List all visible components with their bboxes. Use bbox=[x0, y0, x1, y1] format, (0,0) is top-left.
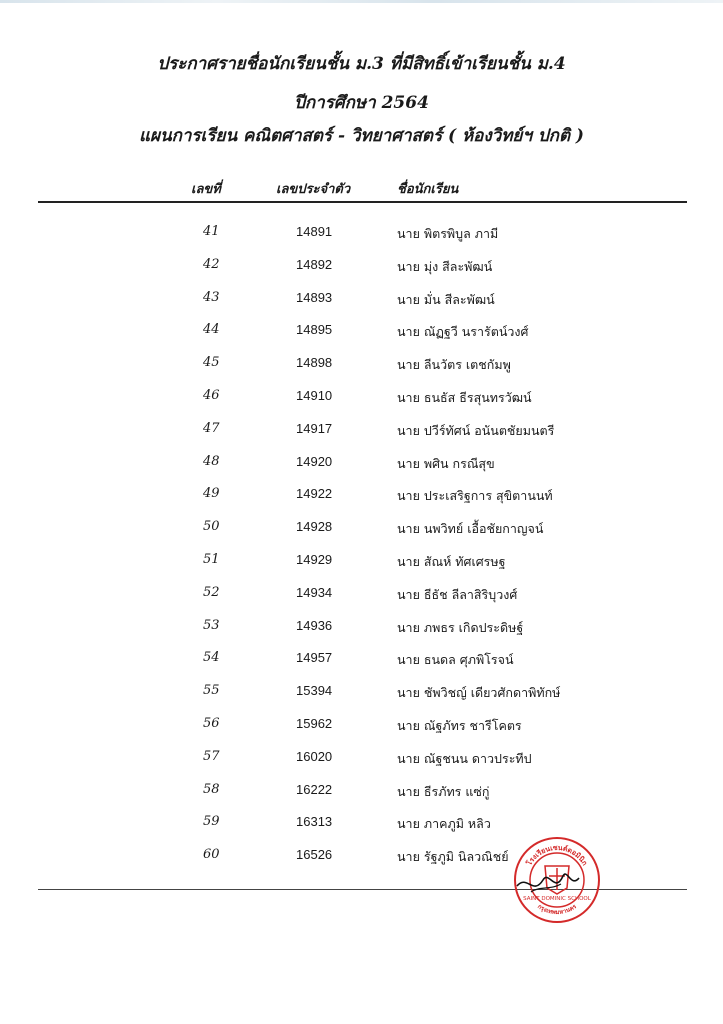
student-row bbox=[0, 482, 723, 515]
student-name: นาย ชัพวิชญ์ เดียวศักดาพิทักษ์ bbox=[397, 685, 561, 701]
student-id: 14920 bbox=[296, 453, 333, 469]
header-divider bbox=[38, 201, 687, 203]
student-id: 14891 bbox=[296, 224, 333, 239]
student-name: นาย ณัฏฐวี นรารัตน์วงศ์ bbox=[397, 324, 529, 340]
student-name: นาย ณัฐชนน ดาวประทีป bbox=[397, 750, 532, 766]
student-number: 57 bbox=[203, 748, 220, 764]
student-name: นาย พิตรพิบูล ภามี bbox=[397, 226, 499, 241]
student-number: 41 bbox=[203, 224, 220, 239]
student-id: 14928 bbox=[296, 519, 333, 535]
student-row bbox=[0, 318, 723, 351]
student-row bbox=[0, 286, 723, 319]
column-header-student-id: เลขประจำตัว bbox=[276, 182, 351, 197]
student-id: 16526 bbox=[296, 847, 333, 863]
student-row bbox=[0, 515, 723, 548]
student-number: 43 bbox=[203, 289, 220, 305]
student-row bbox=[0, 220, 723, 253]
student-number: 44 bbox=[203, 322, 220, 338]
student-id: 14893 bbox=[296, 289, 333, 305]
student-id: 14929 bbox=[296, 551, 333, 567]
student-name: นาย ภาคภูมิ หลิว bbox=[397, 816, 491, 832]
student-row bbox=[0, 450, 723, 483]
student-id: 15394 bbox=[296, 683, 333, 699]
student-row bbox=[0, 384, 723, 417]
student-row bbox=[0, 253, 723, 286]
student-number: 55 bbox=[203, 683, 220, 699]
column-header-name: ชื่อนักเรียน bbox=[397, 182, 459, 197]
scan-edge bbox=[0, 0, 723, 3]
student-number: 42 bbox=[203, 256, 220, 272]
student-id: 16222 bbox=[296, 781, 333, 797]
student-name: นาย ธนดล ศุภพิโรจน์ bbox=[397, 652, 514, 668]
student-number: 45 bbox=[203, 355, 220, 371]
school-seal-stamp-icon bbox=[513, 836, 601, 924]
document-title: ประกาศรายชื่อนักเรียนชั้น ม.3 ที่มีสิทธิ์เข้าเรียนชั้น ม.4 bbox=[157, 54, 566, 74]
student-id: 16020 bbox=[296, 748, 333, 764]
student-name: นาย ธีรภัทร แซ่กู่ bbox=[397, 783, 490, 799]
student-name: นาย ประเสริฐการ สุขิตานนท์ bbox=[397, 488, 553, 504]
student-name: นาย สัณห์ ทัศเศรษฐ bbox=[397, 553, 506, 569]
student-name: นาย มุ่ง สีละพัฒน์ bbox=[397, 258, 493, 274]
student-id: 14957 bbox=[296, 650, 333, 666]
student-id: 14934 bbox=[296, 584, 333, 600]
student-name: นาย พศิน กรณีสุข bbox=[397, 455, 495, 471]
student-row bbox=[0, 581, 723, 614]
student-name: นาย มั่น สีละพัฒน์ bbox=[397, 291, 495, 307]
student-number: 50 bbox=[203, 519, 220, 535]
student-id: 14917 bbox=[296, 420, 333, 436]
student-id: 15962 bbox=[296, 715, 333, 731]
student-name: นาย ลีนวัตร เตชกัมพู bbox=[397, 357, 511, 373]
student-id: 14910 bbox=[296, 387, 333, 403]
study-program: แผนการเรียน คณิตศาสตร์ - วิทยาศาสตร์ ( ห้องวิทย์ฯ ปกติ ) bbox=[139, 126, 584, 146]
column-header-number: เลขที่ bbox=[191, 182, 221, 197]
student-name: นาย ปวีร์ทัศน์ อนันตชัยมนตรี bbox=[397, 422, 555, 438]
stamp-text-top: โรงเรียนเซนต์ดอมินิก bbox=[525, 843, 589, 868]
stamp-text-en: SAINT DOMINIC SCHOOL bbox=[523, 896, 591, 902]
student-id: 16313 bbox=[296, 814, 333, 830]
student-id: 14922 bbox=[296, 486, 333, 502]
student-id: 14892 bbox=[296, 256, 333, 272]
student-row bbox=[0, 810, 723, 843]
student-row bbox=[0, 745, 723, 778]
student-row bbox=[0, 712, 723, 745]
student-name: นาย รัฐภูมิ นิลวณิชย์ bbox=[397, 849, 509, 865]
student-name: นาย ธนธัส ธีรสุนทรวัฒน์ bbox=[397, 389, 532, 405]
student-number: 46 bbox=[203, 387, 220, 403]
student-row bbox=[0, 843, 723, 876]
student-list bbox=[0, 220, 723, 876]
student-name: นาย ณัฐภัทร ชารีโคตร bbox=[397, 717, 522, 733]
student-row bbox=[0, 646, 723, 679]
student-id: 14895 bbox=[296, 322, 333, 338]
academic-year: ปีการศึกษา 2564 bbox=[294, 93, 429, 113]
student-row bbox=[0, 548, 723, 581]
student-row bbox=[0, 351, 723, 384]
student-number: 54 bbox=[203, 650, 220, 666]
svg-text:กรุงเทพมหานคร bbox=[536, 903, 578, 916]
student-name: นาย นพวิทย์ เอื้อชัยกาญจน์ bbox=[397, 521, 544, 537]
stamp-text-bottom: กรุงเทพมหานคร bbox=[536, 903, 578, 917]
student-id: 14936 bbox=[296, 617, 333, 633]
student-number: 59 bbox=[203, 814, 220, 830]
student-row bbox=[0, 679, 723, 712]
student-number: 58 bbox=[203, 781, 220, 797]
student-number: 60 bbox=[203, 847, 220, 863]
student-number: 49 bbox=[203, 486, 220, 502]
student-number: 53 bbox=[203, 617, 220, 633]
student-row bbox=[0, 778, 723, 811]
student-name: นาย ภพธร เกิดประดิษฐ์ bbox=[397, 619, 524, 635]
student-number: 51 bbox=[203, 551, 220, 567]
student-row bbox=[0, 614, 723, 647]
student-number: 47 bbox=[203, 420, 220, 436]
student-id: 14898 bbox=[296, 355, 333, 371]
student-number: 56 bbox=[203, 715, 220, 731]
student-number: 48 bbox=[203, 453, 220, 469]
student-row bbox=[0, 417, 723, 450]
student-number: 52 bbox=[203, 584, 220, 600]
student-name: นาย ธีธัช ลีลาสิริบุวงศ์ bbox=[397, 586, 518, 602]
